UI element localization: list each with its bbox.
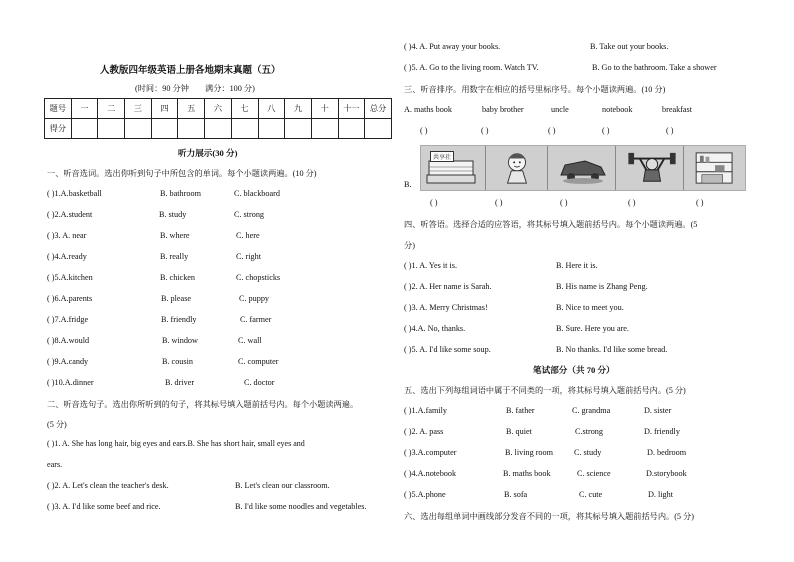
item-option-b: B. quiet — [506, 427, 532, 436]
item-option-d: D.storybook — [646, 469, 687, 478]
score-cell[interactable] — [178, 119, 205, 139]
score-table-header-cell: 十 — [311, 99, 338, 119]
written-heading: 笔试部分（共 70 分） — [533, 365, 615, 375]
item-option-b: B. living room — [505, 448, 553, 457]
score-table-header-cell: 一 — [71, 99, 98, 119]
item-option-d: D. bedroom — [647, 448, 687, 457]
item-option-a: ( )5.A.phone — [404, 490, 446, 499]
item-number-a: ( )4.A.ready — [47, 252, 87, 261]
score-cell[interactable] — [98, 119, 125, 139]
exam-score: 满分：100 分) — [205, 84, 255, 93]
answer-paren[interactable]: ( ) — [495, 198, 503, 207]
option-b: B. cousin — [162, 357, 193, 366]
item-option-a: ( )2. A. pass — [404, 427, 444, 436]
picture-strip — [420, 145, 746, 191]
item-number-a: ( )9.A.candy — [47, 357, 89, 366]
option-c: C. farmer — [240, 315, 272, 324]
score-table-header-cell: 七 — [231, 99, 258, 119]
item-option-b: B. I'd like some noodles and vegetables. — [235, 502, 367, 511]
item-number-a: ( )6.A.parents — [47, 294, 93, 303]
item-text: ( )1. A. She has long hair, big eyes and ears.B. She has short hair, small eyes and — [47, 439, 305, 448]
answer-paren[interactable]: ( ) — [560, 198, 568, 207]
option-b: B. really — [160, 252, 189, 261]
score-table-header-cell: 十一 — [338, 99, 365, 119]
sec2-prompt: 二、听音选句子。选出你所听到的句子，将其标号填入题前括号内。每个小题读两遍。 — [47, 400, 359, 409]
answer-paren[interactable]: ( ) — [628, 198, 636, 207]
item-option-a: ( )3. A. Merry Christmas! — [404, 303, 488, 312]
score-cell[interactable] — [205, 119, 232, 139]
answer-paren[interactable]: ( ) — [696, 198, 704, 207]
score-cell[interactable] — [365, 119, 392, 139]
item-option-c: C. cute — [579, 490, 603, 499]
listening-heading: 听力展示(30 分) — [178, 148, 238, 158]
sec2-prompt-points: (5 分) — [47, 420, 67, 429]
option-c: C. puppy — [239, 294, 270, 303]
score-cell[interactable] — [151, 119, 178, 139]
item-option-c: C.strong — [575, 427, 603, 436]
score-table-header-cell: 六 — [205, 99, 232, 119]
score-cell[interactable] — [71, 119, 98, 139]
item-option-b: B. No thanks. I'd like some bread. — [556, 345, 668, 354]
item-option-a: ( )2. A. Let's clean the teacher's desk. — [47, 481, 169, 490]
item-option-a: ( )3. A. I'd like some beef and rice. — [47, 502, 161, 511]
answer-paren[interactable]: ( ) — [602, 126, 610, 135]
answer-paren[interactable]: ( ) — [420, 126, 428, 135]
item-number-a: ( )10.A.dinner — [47, 378, 94, 387]
answer-paren[interactable]: ( ) — [481, 126, 489, 135]
score-table-header-cell: 总分 — [365, 99, 392, 119]
sec3-word: A. maths book — [404, 105, 452, 114]
item-option-a: ( )1. A. Yes it is. — [404, 261, 458, 270]
score-table-header-cell: 四 — [151, 99, 178, 119]
option-c: C. doctor — [244, 378, 275, 387]
option-b: B. bathroom — [160, 189, 201, 198]
option-c: C. wall — [238, 336, 262, 345]
item-option-d: D. sister — [644, 406, 672, 415]
option-b: B. where — [160, 231, 190, 240]
score-table-header-cell: 八 — [258, 99, 285, 119]
option-c: C. right — [236, 252, 262, 261]
answer-paren[interactable]: ( ) — [548, 126, 556, 135]
score-table-header-row — [45, 99, 392, 119]
score-cell[interactable] — [285, 119, 312, 139]
item-option-c: C. science — [577, 469, 611, 478]
score-table-header-cell: 题号 — [45, 99, 72, 119]
option-c: C. computer — [238, 357, 279, 366]
option-b: B. friendly — [161, 315, 197, 324]
item-option-b: B. Sure. Here you are. — [556, 324, 629, 333]
option-b: B. please — [161, 294, 192, 303]
score-table-header-cell: 三 — [125, 99, 152, 119]
score-cell[interactable] — [125, 119, 152, 139]
item-text-continued: ears. — [47, 460, 63, 469]
item-option-c: C. study — [574, 448, 602, 457]
shelf-picture — [691, 151, 741, 185]
exam-title: 人教版四年级英语上册各地期末真题（五） — [100, 66, 281, 76]
score-table — [44, 98, 392, 139]
item-number-a: ( )2.A.student — [47, 210, 93, 219]
sec3-b-label: B. — [404, 180, 412, 189]
item-option-a: ( )2. A. Her name is Sarah. — [404, 282, 492, 291]
answer-paren[interactable]: ( ) — [666, 126, 674, 135]
item-option-a: ( )5. A. Go to the living room. Watch TV. — [404, 63, 539, 72]
item-number-a: ( )3. A. near — [47, 231, 87, 240]
sec3-word: breakfast — [662, 105, 693, 114]
exam-time: (时间：90 分钟 — [135, 84, 189, 93]
score-table-header-cell: 九 — [285, 99, 312, 119]
item-option-b: B. Go to the bathroom. Take a shower — [592, 63, 717, 72]
sec1-prompt: 一、听音选词。选出你听到句子中所包含的单词。每个小题读两遍。(10 分) — [47, 169, 317, 178]
sec3-word: uncle — [551, 105, 569, 114]
score-table-header-cell: 二 — [98, 99, 125, 119]
item-option-d: D. friendly — [644, 427, 680, 436]
sec3-prompt: 三、听音排序。用数字在相应的括号里标序号。每个小题读两遍。(10 分) — [404, 85, 666, 94]
item-option-b: B. His name is Zhang Peng. — [556, 282, 648, 291]
option-b: B. chicken — [160, 273, 196, 282]
option-c: C. blackboard — [234, 189, 280, 198]
score-cell[interactable] — [311, 119, 338, 139]
option-b: B. window — [162, 336, 198, 345]
option-c: C. here — [236, 231, 260, 240]
score-cell[interactable] — [258, 119, 285, 139]
score-table-score-row — [45, 119, 392, 139]
weightlifter-picture — [625, 151, 679, 185]
sec5-prompt: 五、选出下列每组词语中属于不同类的一项，将其标号填入题前括号内。(5 分) — [404, 386, 686, 395]
item-option-a: ( )4.A. No, thanks. — [404, 324, 466, 333]
option-c: C. chopsticks — [236, 273, 281, 282]
sec4-prompt: 四、听答语。选择合适的应答语，将其标号填入题前括号内。每个小题读两遍。(5 — [404, 220, 698, 229]
option-b: B. study — [159, 210, 187, 219]
item-option-a: ( )1.A.family — [404, 406, 447, 415]
answer-paren[interactable]: ( ) — [430, 198, 438, 207]
baby-picture — [495, 151, 539, 185]
score-cell[interactable] — [338, 119, 365, 139]
item-option-b: B. sofa — [504, 490, 528, 499]
item-option-b: B. Let's clean our classroom. — [235, 481, 330, 490]
item-number-a: ( )1.A.basketball — [47, 189, 102, 198]
item-option-b: B. maths book — [503, 469, 551, 478]
item-option-b: B. Nice to meet you. — [556, 303, 624, 312]
sec4-prompt-points: 分) — [404, 241, 415, 250]
item-option-a: ( )4. A. Put away your books. — [404, 42, 501, 51]
item-option-d: D. light — [648, 490, 674, 499]
score-cell[interactable] — [231, 119, 258, 139]
item-number-a: ( )7.A.fridge — [47, 315, 89, 324]
item-option-a: ( )3.A.computer — [404, 448, 457, 457]
item-option-a: ( )5. A. I'd like some soup. — [404, 345, 491, 354]
sec3-word: baby brother — [482, 105, 524, 114]
sec6-prompt: 六、选出每组单词中画线部分发音不同的一项，将其标号填入题前括号内。(5 分) — [404, 512, 694, 521]
item-option-c: C. grandma — [572, 406, 611, 415]
item-number-a: ( )5.A.kitchen — [47, 273, 93, 282]
toy-car-picture — [555, 151, 611, 185]
score-table-header-cell: 五 — [178, 99, 205, 119]
item-number-a: ( )8.A.would — [47, 336, 90, 345]
item-option-b: B. Here it is. — [556, 261, 598, 270]
item-option-b: B. father — [506, 406, 535, 415]
item-option-a: ( )4.A.notebook — [404, 469, 457, 478]
score-table-row-label: 得分 — [45, 119, 72, 139]
option-c: C. strong — [234, 210, 265, 219]
banner-text: 共享社 — [430, 151, 454, 162]
item-option-b: B. Take out your books. — [590, 42, 669, 51]
sec3-word: notebook — [602, 105, 633, 114]
option-b: B. driver — [165, 378, 195, 387]
